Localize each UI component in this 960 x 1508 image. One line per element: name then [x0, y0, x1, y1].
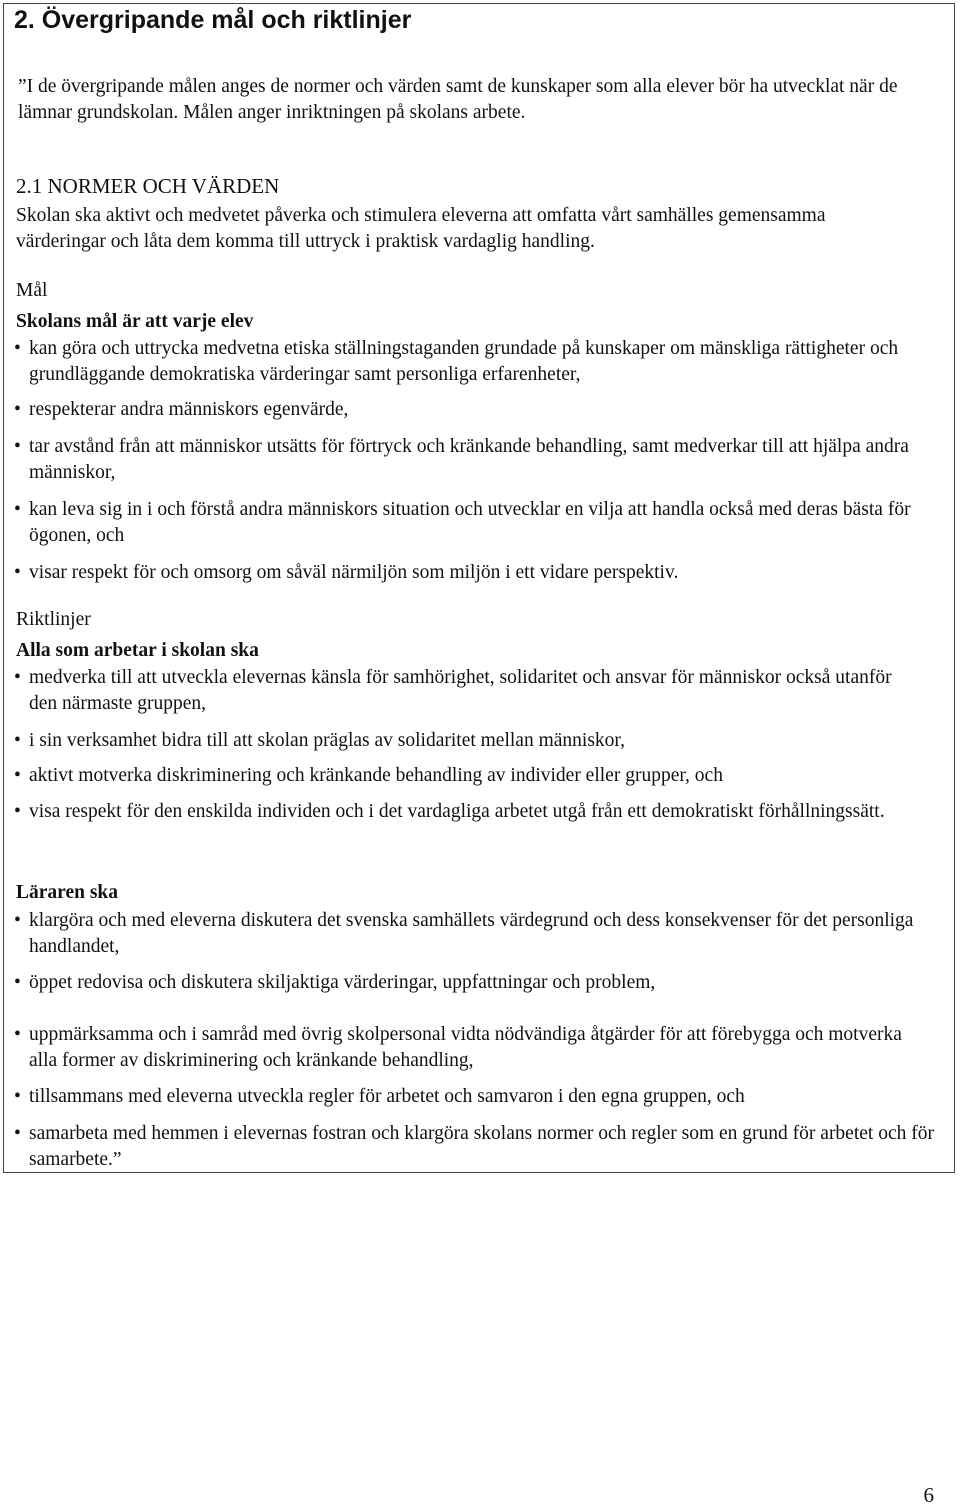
teacher-item: • tillsammans med eleverna utveckla regler för arbetet och samvaron i den egna gruppen, och: [14, 1084, 939, 1110]
goals-label: Mål: [16, 280, 48, 301]
guidelines-heading: Alla som arbetar i skolan ska: [16, 640, 259, 661]
guideline-item: • i sin verksamhet bidra till att skolan präglas av solidaritet mellan människor,: [14, 728, 939, 754]
goal-item: • visar respekt för och omsorg om såväl närmiljön som miljön i ett vidare perspektiv.: [14, 560, 939, 586]
section-text: Skolan ska aktivt och medvetet påverka och stimulera eleverna att omfatta vårt samhälles gemensamma värderingar och låta dem komma till uttryck i praktisk vardaglig handling.: [16, 205, 826, 252]
teacher-item: • öppet redovisa och diskutera skiljaktiga värderingar, uppfattningar och problem,: [14, 970, 939, 996]
bullet-icon: •: [14, 730, 21, 751]
bullet-icon: •: [14, 1024, 21, 1045]
teacher-item: • klargöra och med eleverna diskutera det svenska samhällets värdegrund och dess konsekvenser för det personliga handlandet,: [14, 910, 914, 957]
bullet-icon: •: [14, 338, 21, 359]
guidelines-label: Riktlinjer: [16, 609, 91, 630]
goal-item: • kan göra och uttrycka medvetna etiska ställningstaganden grundade på kunskaper om mänskliga rättigheter och grundläggande demokratiska värderingar samt personliga erfarenheter,: [14, 338, 899, 385]
bullet-icon: •: [14, 765, 21, 786]
bullet-icon: •: [14, 1086, 21, 1107]
bullet-icon: •: [14, 1123, 21, 1144]
bullet-icon: •: [14, 562, 21, 583]
bullet-icon: •: [14, 972, 21, 993]
bullet-icon: •: [14, 436, 21, 457]
page-number: 6: [923, 1483, 934, 1507]
guideline-item: • aktivt motverka diskriminering och kränkande behandling av individer eller grupper, och: [14, 763, 939, 789]
goals-heading: Skolans mål är att varje elev: [16, 311, 254, 332]
guideline-item: • medverka till att utveckla elevernas känsla för samhörighet, solidaritet och ansvar för människor också utanför den närmaste gruppen,: [14, 667, 892, 714]
guideline-item: • visa respekt för den enskilda individen och i det vardagliga arbetet utgå från ett demokratiskt förhållningssätt.: [14, 799, 939, 825]
goal-item: • tar avstånd från att människor utsätts för förtryck och kränkande behandling, samt medverkar till att hjälpa andra människor,: [14, 436, 909, 483]
teacher-heading: Läraren ska: [16, 882, 119, 903]
goal-item: • respekterar andra människors egenvärde,: [14, 397, 939, 423]
bullet-icon: •: [14, 667, 21, 688]
bullet-icon: •: [14, 910, 21, 931]
teacher-item: • samarbeta med hemmen i elevernas fostran och klargöra skolans normer och regler som en grund för arbetet och för samarbete.”: [14, 1123, 934, 1170]
section-title: 2.1 NORMER OCH VÄRDEN: [16, 174, 280, 198]
bullet-icon: •: [14, 399, 21, 420]
page-title: 2. Övergripande mål och riktlinjer: [14, 6, 412, 34]
bullet-icon: •: [14, 801, 21, 822]
teacher-item: • uppmärksamma och i samråd med övrig skolpersonal vidta nödvändiga åtgärder för att förebygga och motverka alla former av diskriminering och kränkande behandling,: [14, 1024, 902, 1071]
bullet-icon: •: [14, 499, 21, 520]
intro-paragraph: ”I de övergripande målen anges de normer och värden samt de kunskaper som alla elever bör ha utvecklat när de lämnar grundskolan. Målen anger inriktningen på skolans arbete.: [18, 76, 898, 123]
goal-item: • kan leva sig in i och förstå andra människors situation och utvecklar en vilja att handla också med deras bästa för ögonen, och: [14, 499, 911, 546]
